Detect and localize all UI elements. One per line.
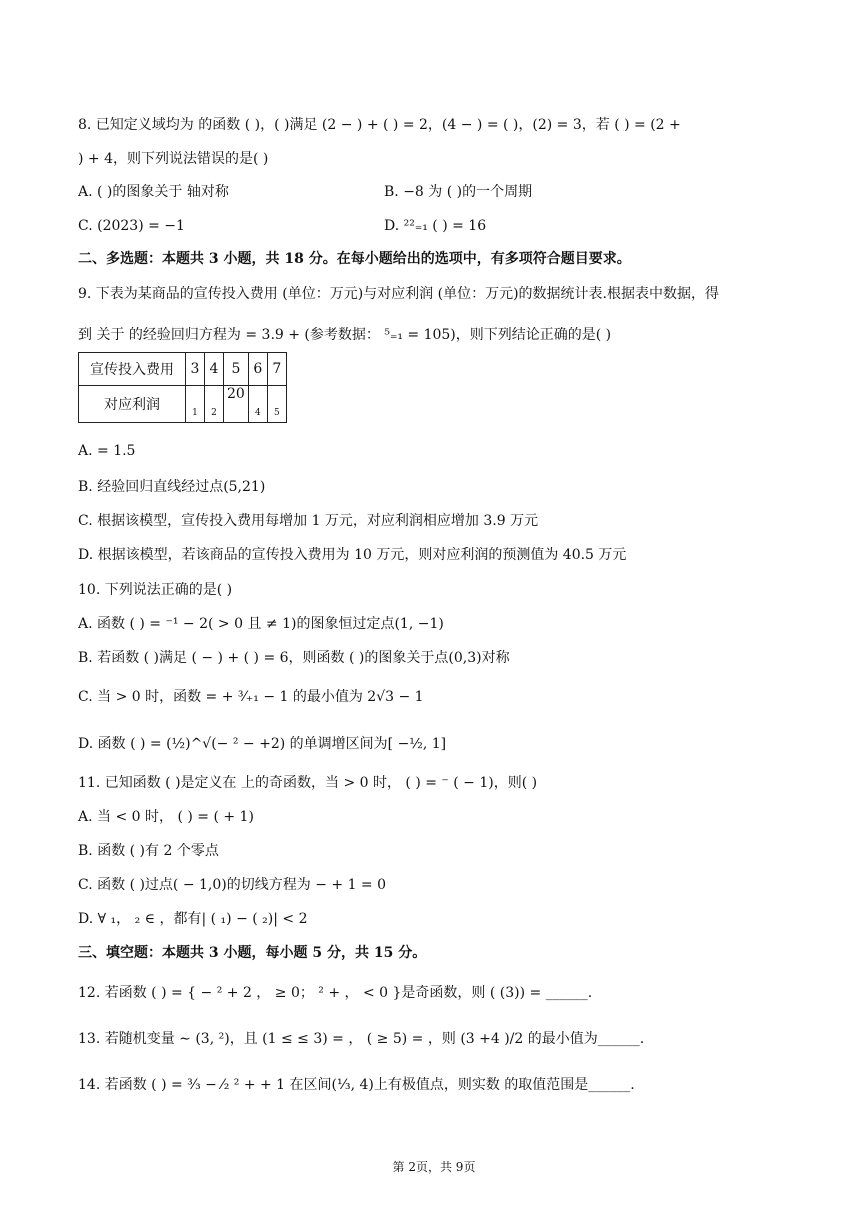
page-footer: 第 2页，共 9页: [392, 1160, 476, 1174]
q9-option-a: A. = 1.5: [78, 443, 136, 459]
table-cell: 4: [248, 386, 267, 423]
q10-stem: 10. 下列说法正确的是( ): [78, 582, 233, 598]
q11-option-b: B. 函数 ( )有 2 个零点: [78, 843, 219, 859]
table-cell: 2: [205, 386, 224, 423]
section-heading-fill-in: 三、填空题：本题共 3 小题，每小题 5 分，共 15 分。: [78, 945, 427, 961]
q8-option-a: A. ( )的图象关于 轴对称: [78, 184, 229, 200]
table-cell: 7: [267, 353, 286, 386]
table-row: [79, 353, 287, 386]
q10-option-d: D. 函数 ( ) = (½)^√(− ² − +2) 的单调增区间为[ −½, 1]: [78, 736, 447, 752]
table-cell: 20: [224, 386, 249, 423]
q9-line1: 9. 下表为某商品的宣传投入费用 (单位：万元)与对应利润 (单位：万元)的数据统计表.根据表中数据，得: [78, 286, 720, 302]
table-cell: 5: [224, 353, 249, 386]
q8-option-b: B. −8 为 ( )的一个周期: [384, 184, 533, 200]
q10-option-c: C. 当 > 0 时，函数 = + ³⁄₊₁ − 1 的最小值为 2√3 − 1: [78, 689, 424, 705]
q9-data-table: [78, 352, 287, 423]
q10-option-b: B. 若函数 ( )满足 ( − ) + ( ) = 6，则函数 ( )的图象关于点(0,3)对称: [78, 650, 510, 666]
q10-option-a: A. 函数 ( ) = ⁻¹ − 2( > 0 且 ≠ 1)的图象恒过定点(1, −1): [78, 616, 444, 632]
q11-stem: 11. 已知函数 ( )是定义在 上的奇函数，当 > 0 时， ( ) = ⁻ ( − 1)，则( ): [78, 775, 538, 791]
table-row: [79, 386, 287, 423]
q9-option-d: D. 根据该模型，若该商品的宣传投入费用为 10 万元，则对应利润的预测值为 40.5 万元: [78, 547, 627, 563]
q8-line2: ) + 4，则下列说法错误的是( ): [78, 151, 269, 167]
section-heading-multiple-choice: 二、多选题：本题共 3 小题，共 18 分。在每小题给出的选项中，有多项符合题目要求。: [78, 251, 631, 267]
q12: 12. 若函数 ( ) = { − ² + 2 ， ≥ 0； ² + ， < 0 }是奇函数，则 ( (3)) = ______.: [78, 985, 593, 1001]
q14: 14. 若函数 ( ) = ³⁄₃ − ⁄₂ ² + + 1 在区间(⅓, 4)上有极值点，则实数 的取值范围是______.: [78, 1077, 635, 1093]
table-cell: 6: [248, 353, 267, 386]
q9-option-b: B. 经验回归直线经过点(5,21): [78, 479, 266, 495]
q8-line1: 8. 已知定义域均为 的函数 ( )，( )满足 (2 − ) + ( ) = 2，(4 − ) = ( )，(2) = 3，若 ( ) = (2 +: [78, 117, 681, 133]
table-cell: 1: [186, 386, 205, 423]
q11-option-c: C. 函数 ( )过点( − 1,0)的切线方程为 − + 1 = 0: [78, 877, 387, 893]
q9-line2: 到 关于 的经验回归方程为 = 3.9 + (参考数据： ⁵₌₁ = 105)，则下列结论正确的是( ): [78, 327, 612, 343]
table-row-label: 宣传投入费用: [79, 353, 186, 386]
table-cell: 3: [186, 353, 205, 386]
q11-option-d: D. ∀ ₁， ₂ ∈ ，都有| ( ₁) − ( ₂)| < 2: [78, 911, 308, 927]
q9-option-c: C. 根据该模型，宣传投入费用每增加 1 万元，对应利润相应增加 3.9 万元: [78, 513, 539, 529]
table-cell: 4: [205, 353, 224, 386]
q11-option-a: A. 当 < 0 时， ( ) = ( + 1): [78, 809, 254, 825]
q8-option-c: C. (2023) = −1: [78, 218, 185, 234]
table-row-label: 对应利润: [79, 386, 186, 423]
q13: 13. 若随机变量 ∼ (3, ²)，且 (1 ≤ ≤ 3) = ， ( ≥ 5) = ，则 (3 +4 )/2 的最小值为______.: [78, 1031, 645, 1047]
table-cell: 5: [267, 386, 286, 423]
q8-option-d: D. ²²₌₁ ( ) = 16: [384, 218, 487, 234]
